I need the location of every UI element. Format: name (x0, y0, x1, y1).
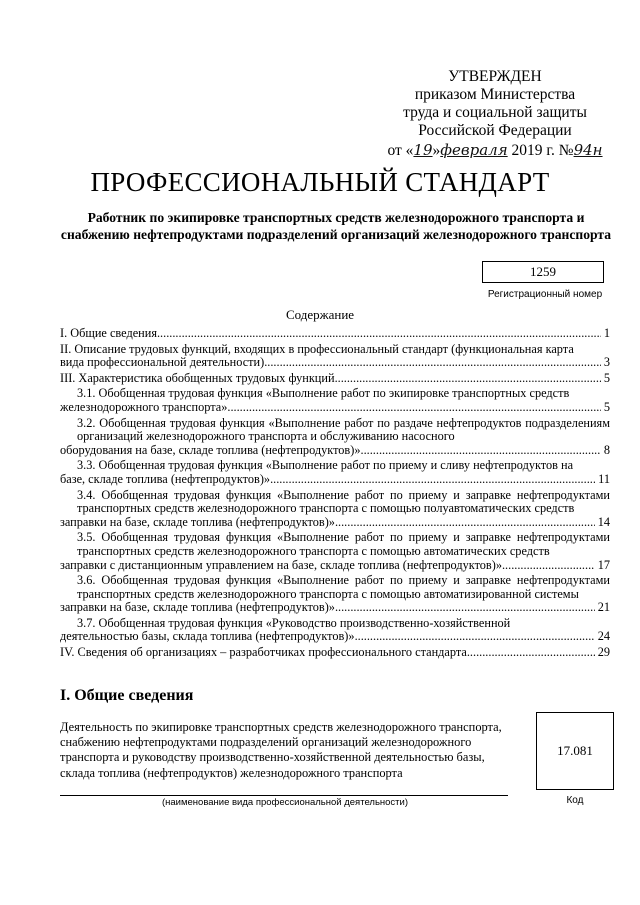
standard-subtitle: Работник по экипировке транспортных средств железнодорожного транспорта и снабжению нефтепродуктами подразделений организаций железнодорожного транспорта (60, 210, 612, 242)
toc-entry-page: 17 (597, 557, 610, 572)
document-title: ПРОФЕССИОНАЛЬНЫЙ СТАНДАРТ (90, 167, 550, 197)
toc-entry-text: I. Общие сведения (60, 326, 157, 340)
toc-heading: Содержание (285, 307, 355, 322)
toc-entry-text: 3.1. Обобщенная трудовая функция «Выполнение работ по экипировке транспортных средств (77, 386, 570, 401)
toc-entry (60, 531, 610, 572)
toc-entry-text: вида профессиональной деятельности) (60, 355, 265, 370)
activity-code-label: Код (566, 795, 584, 806)
order-number: 94н (573, 141, 603, 159)
toc-entry (60, 327, 610, 341)
toc-entry-text: базе, складе топлива (нефтепродуктов)» (60, 471, 271, 486)
approval-line-federation: Российской Федерации (418, 122, 572, 139)
approval-block (380, 68, 610, 160)
toc-entry-text: заправки на базе, складе топлива (нефтепродуктов)» (60, 514, 335, 529)
toc-entry (60, 343, 610, 370)
toc-entry-text: 3.2. Обобщенная трудовая функция «Выполнение работ по раздаче нефтепродуктов подразделениям организаций железнодорожного транспорта и обслуживанию насосного (77, 415, 610, 444)
toc-entry (60, 489, 610, 530)
toc-entry-text: деятельностью базы, склада топлива (нефтепродуктов)» (60, 629, 355, 644)
toc-entry-text: III. Характеристика обобщенных трудовых функций (60, 370, 335, 385)
order-mid: » (432, 142, 441, 159)
toc-entry-text: заправки с дистанционным управлением на базе, складе топлива (нефтепродуктов)» (60, 557, 502, 572)
toc-entry-text: IV. Сведения об организациях – разработчиках профессионального стандарта (60, 645, 467, 660)
toc-entry-text: железнодорожного транспорта» (60, 399, 228, 414)
toc-entry-text: 3.6. Обобщенная трудовая функция «Выполнение работ по приему и заправке нефтепродуктами транспортных средств железнодорожного транспорта с помощью автоматизированной системы (77, 573, 610, 601)
toc-entry-page: 3 (603, 355, 610, 370)
table-of-contents (60, 327, 610, 662)
toc-entry (60, 646, 610, 660)
toc-entry-page: 21 (597, 600, 610, 615)
approval-line-labor: труда и социальной защиты (403, 104, 587, 121)
activity-caption: (наименование вида профессиональной деятельности) (161, 797, 409, 808)
toc-entry-text: оборудования на базе, складе топлива (нефтепродуктов)» (60, 442, 361, 457)
toc-entry-page: 5 (603, 399, 610, 414)
toc-entry (60, 574, 610, 615)
toc-entry-text: 3.7. Обобщенная трудовая функция «Руководство производственно-хозяйственной (77, 615, 511, 630)
toc-entry-page: 24 (597, 629, 610, 644)
order-day: 19 (413, 141, 433, 159)
activity-description: Деятельность по экипировке транспортных средств железнодорожного транспорта, снабжению нефтепродуктами подразделений организаций железнодорожного транспорта и руководству производственно-хозяйственной деятельностью базы, склада топлива (нефтепродуктов) железнодорожного транспорта (60, 720, 502, 780)
toc-entry-page: 1 (603, 326, 610, 340)
activity-code-box: 17.081 (536, 712, 614, 790)
toc-entry-page: 11 (598, 471, 610, 486)
toc-entry-page: 29 (597, 645, 610, 660)
approval-line-ministry: приказом Министерства (414, 86, 576, 103)
activity-underline (60, 795, 508, 796)
toc-entry-page: 5 (603, 370, 610, 385)
toc-entry-page: 14 (597, 514, 610, 529)
approval-heading: УТВЕРЖДЕН (448, 68, 542, 85)
registration-number-box: 1259 (482, 261, 604, 283)
order-line (380, 141, 610, 160)
order-month: февраля (440, 141, 508, 159)
toc-entry-text: II. Описание трудовых функций, входящих в профессиональный стандарт (функциональная карта (60, 341, 574, 356)
order-prefix: от « (387, 142, 414, 159)
toc-entry (60, 417, 610, 458)
toc-entry-page: 8 (603, 442, 610, 457)
toc-entry (60, 617, 610, 644)
toc-entry-text: 3.4. Обобщенная трудовая функция «Выполнение работ по приему и заправке нефтепродуктами транспортных средств железнодорожного транспорта с помощью полуавтоматических средств (77, 487, 610, 516)
section-title: I. Общие сведения (60, 687, 194, 704)
toc-entry-text: заправки на базе, складе топлива (нефтепродуктов)» (60, 600, 335, 615)
toc-entry (60, 372, 610, 386)
toc-entry-text: 3.3. Обобщенная трудовая функция «Выполнение работ по приему и сливу нефтепродуктов на (77, 458, 574, 473)
toc-entry (60, 459, 610, 486)
order-year: 2019 г. № (511, 142, 574, 159)
toc-entry (60, 387, 610, 414)
toc-entry-text: 3.5. Обобщенная трудовая функция «Выполнение работ по приему и заправке нефтепродуктами транспортных средств железнодорожного транспорта с помощью автоматических средств (77, 530, 610, 558)
registration-number-label: Регистрационный номер (487, 289, 603, 300)
